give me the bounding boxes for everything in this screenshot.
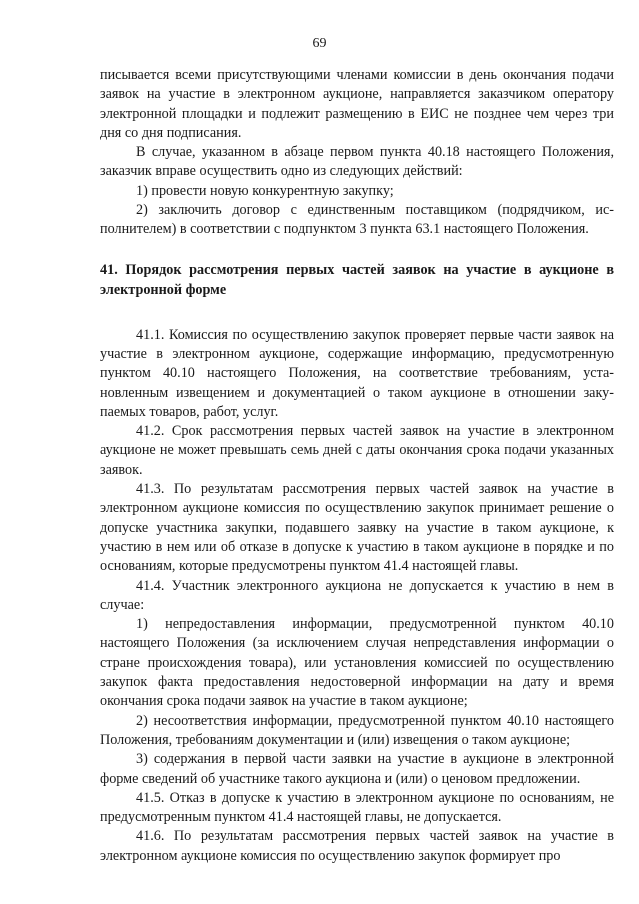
paragraph: 41.1. Комиссия по осуществлению закупок проверяет первые части заявок на участие в электронном аукционе, содержащие информацию, предусмотренную пунктом 40.10 настоящего Положения, на соответствие требованиям, установленным извещением и документацией о таком аукционе в отношении закупаемых товаров, работ, услуг. [100, 326, 614, 420]
paragraph: 41.6. По результатам рассмотрения первых частей заявок на участие в электронном аукционе комиссия по осуществлению закупок формирует про [100, 828, 614, 864]
list-item: 2) несоответствия информации, предусмотренной пунктом 40.10 настоящего Положения, требованиям документации и (или) извещения о таком аукционе; [100, 712, 614, 748]
paragraph: 41.5. Отказ в допуске к участию в электронном аукционе по основаниям, не предусмотренным пунктом 41.4 настоящей главы, не допускается. [100, 789, 614, 826]
paragraph: В случае, указанном в абзаце первом пункта 40.18 настоящего Положения, заказчик вправе осуществить одно из следующих действий: [100, 144, 614, 180]
document-body [100, 66, 614, 866]
list-item: 1) провести новую конкурентную закупку; [136, 182, 394, 199]
paragraph: 41.4. Участник электронного аукциона не допускается к участию в нем в случае: [100, 577, 614, 613]
list-item: 2) заключить договор с единственным поставщиком (подрядчиком, исполнителем) в соответствии с подпунктом 3 пункта 63.1 настоящего Положения. [100, 202, 614, 238]
paragraph: 41.3. По результатам рассмотрения первых частей заявок на участие в электронном аукционе комиссия по осуществлению закупок принимает решение о допуске участника закупки, подавшего заявку на участие в таком аукционе, к участию в нем или об отказе в допуске к участию в таком аукционе в порядке и по основаниям, которые предусмотрены пунктом 41.4 настоящей главы. [100, 481, 614, 575]
list-item: 3) содержания в первой части заявки на участие в аукционе в электронной форме сведений об участнике такого аукциона и (или) о ценовом предложении. [100, 751, 614, 787]
paragraph: 41.2. Срок рассмотрения первых частей заявок на участие в электронном аукционе не может превышать семь дней с даты окончания срока подачи указанных заявок. [100, 423, 614, 478]
section-heading: 41. Порядок рассмотрения первых частей заявок на участие в аукционе в электронной форме [100, 261, 614, 298]
list-item: 1) непредоставления информации, предусмотренной пунктом 40.10 настоящего Положения (за исключением случая непредставления информации о стране происхождения товара), или установления комиссией по осуществлению закупок факта предоставления недостоверной информации на дату и время окончания срока подачи заявок на участие в таком аукционе; [100, 616, 614, 710]
page-number: 69 [312, 36, 327, 51]
paragraph: писывается всеми присутствующими членами комиссии в день окончания подачи заявок на участие в электронном аукционе, направляется заказчиком оператору электронной площадки и подлежит размещению в ЕИС не позднее чем через три дня со дня подписания. [100, 67, 614, 141]
